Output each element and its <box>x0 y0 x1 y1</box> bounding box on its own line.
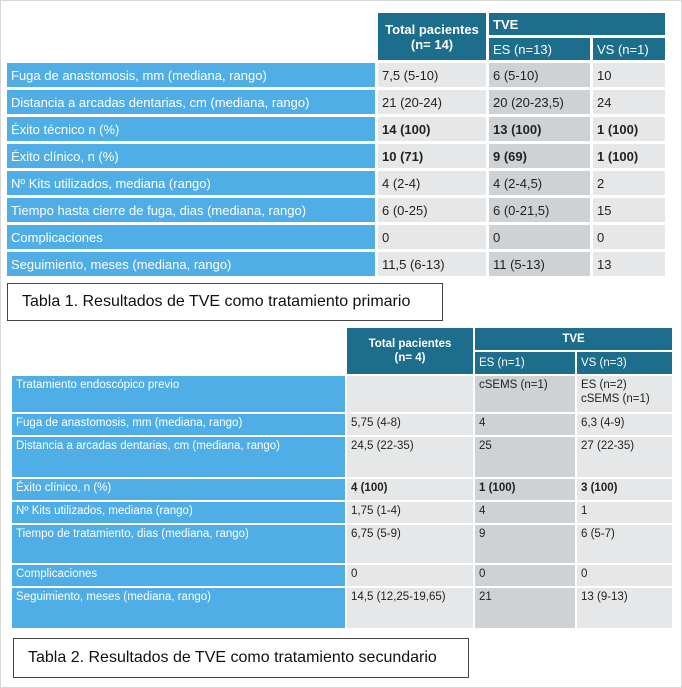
table-row <box>12 376 672 412</box>
cell-es: 25 <box>475 437 575 477</box>
cell-vs: 13 (9-13) <box>577 588 672 628</box>
row-label: Fuga de anastomosis, mm (mediana, rango) <box>12 414 345 435</box>
header-empty-cell <box>12 328 345 374</box>
cell-vs: 1 (100) <box>593 117 665 141</box>
cell-total: 21 (20-24) <box>378 90 486 114</box>
cell-vs: 27 (22-35) <box>577 437 672 477</box>
cell-vs: 24 <box>593 90 665 114</box>
cell-es: 9 (69) <box>489 144 590 168</box>
cell-vs: 3 (100) <box>577 479 672 500</box>
cell-total <box>347 376 473 412</box>
row-label: Nº Kits utilizados, mediana (rango) <box>7 171 375 195</box>
table-row <box>12 437 672 477</box>
header-es: ES (n=1) <box>475 352 575 374</box>
header-vs: VS (n=1) <box>593 38 665 60</box>
row-label: Éxito clínico, n (%) <box>12 479 345 500</box>
row-label: Tratamiento endoscópico previo <box>12 376 345 412</box>
header-total: Total pacientes (n= 4) <box>347 328 473 374</box>
table-row <box>7 225 665 249</box>
header-tve: TVE <box>475 328 672 350</box>
row-label: Seguimiento, meses (mediana, rango) <box>7 252 375 276</box>
row-label: Complicaciones <box>7 225 375 249</box>
cell-vs: 10 <box>593 63 665 87</box>
table-row <box>7 171 665 195</box>
header-tve: TVE <box>489 13 665 35</box>
row-label: Tiempo de tratamiento, dias (mediana, rango) <box>12 525 345 563</box>
cell-vs: 15 <box>593 198 665 222</box>
cell-es: 6 (0-21,5) <box>489 198 590 222</box>
cell-vs: 0 <box>577 565 672 586</box>
cell-es: 1 (100) <box>475 479 575 500</box>
table-row <box>7 90 665 114</box>
cell-es: 0 <box>475 565 575 586</box>
cell-total: 1,75 (1-4) <box>347 502 473 523</box>
row-label: Seguimiento, meses (mediana, rango) <box>12 588 345 628</box>
table-1-caption: Tabla 1. Resultados de TVE como tratamiento primario <box>7 283 443 321</box>
cell-total: 14,5 (12,25-19,65) <box>347 588 473 628</box>
cell-es: 4 (2-4,5) <box>489 171 590 195</box>
cell-es: 9 <box>475 525 575 563</box>
cell-es: 4 <box>475 502 575 523</box>
table-row <box>7 63 665 87</box>
cell-total: 0 <box>378 225 486 249</box>
table-2 <box>10 326 674 630</box>
table-row <box>12 565 672 586</box>
cell-vs: 13 <box>593 252 665 276</box>
cell-total: 5,75 (4-8) <box>347 414 473 435</box>
row-label: Distancia a arcadas dentarias, cm (mediana, rango) <box>12 437 345 477</box>
row-label: Tiempo hasta cierre de fuga, dias (mediana, rango) <box>7 198 375 222</box>
cell-total: 6 (0-25) <box>378 198 486 222</box>
cell-total: 6,75 (5-9) <box>347 525 473 563</box>
cell-total: 24,5 (22-35) <box>347 437 473 477</box>
cell-es: 20 (20-23,5) <box>489 90 590 114</box>
cell-total: 10 (71) <box>378 144 486 168</box>
cell-total: 4 (2-4) <box>378 171 486 195</box>
header-empty-cell <box>7 13 375 60</box>
cell-total: 0 <box>347 565 473 586</box>
table-row <box>7 198 665 222</box>
table-2-caption: Tabla 2. Resultados de TVE como tratamiento secundario <box>13 638 469 678</box>
cell-vs: 1 <box>577 502 672 523</box>
row-label: Éxito clínico, n (%) <box>7 144 375 168</box>
cell-es: cSEMS (n=1) <box>475 376 575 412</box>
cell-es: 13 (100) <box>489 117 590 141</box>
row-label: Fuga de anastomosis, mm (mediana, rango) <box>7 63 375 87</box>
table-row <box>12 479 672 500</box>
cell-vs: 2 <box>593 171 665 195</box>
cell-total: 11,5 (6-13) <box>378 252 486 276</box>
cell-total: 14 (100) <box>378 117 486 141</box>
row-label: Complicaciones <box>12 565 345 586</box>
cell-es: 0 <box>489 225 590 249</box>
table-row <box>7 144 665 168</box>
cell-vs: 0 <box>593 225 665 249</box>
cell-es: 11 (5-13) <box>489 252 590 276</box>
table-1 <box>4 10 668 279</box>
header-total: Total pacientes (n= 14) <box>378 13 486 60</box>
header-vs: VS (n=3) <box>577 352 672 374</box>
table-row <box>12 414 672 435</box>
cell-vs: 6 (5-7) <box>577 525 672 563</box>
row-label: Distancia a arcadas dentarias, cm (mediana, rango) <box>7 90 375 114</box>
table-row <box>7 252 665 276</box>
table-row <box>12 588 672 628</box>
row-label: Nº Kits utilizados, mediana (rango) <box>12 502 345 523</box>
table-row <box>12 502 672 523</box>
header-es: ES (n=13) <box>489 38 590 60</box>
cell-vs: ES (n=2) cSEMS (n=1) <box>577 376 672 412</box>
table-row <box>12 525 672 563</box>
cell-vs: 1 (100) <box>593 144 665 168</box>
cell-total: 4 (100) <box>347 479 473 500</box>
cell-es: 21 <box>475 588 575 628</box>
cell-es: 6 (5-10) <box>489 63 590 87</box>
cell-vs: 6,3 (4-9) <box>577 414 672 435</box>
row-label: Éxito técnico n (%) <box>7 117 375 141</box>
cell-es: 4 <box>475 414 575 435</box>
table-row <box>7 117 665 141</box>
cell-total: 7,5 (5-10) <box>378 63 486 87</box>
